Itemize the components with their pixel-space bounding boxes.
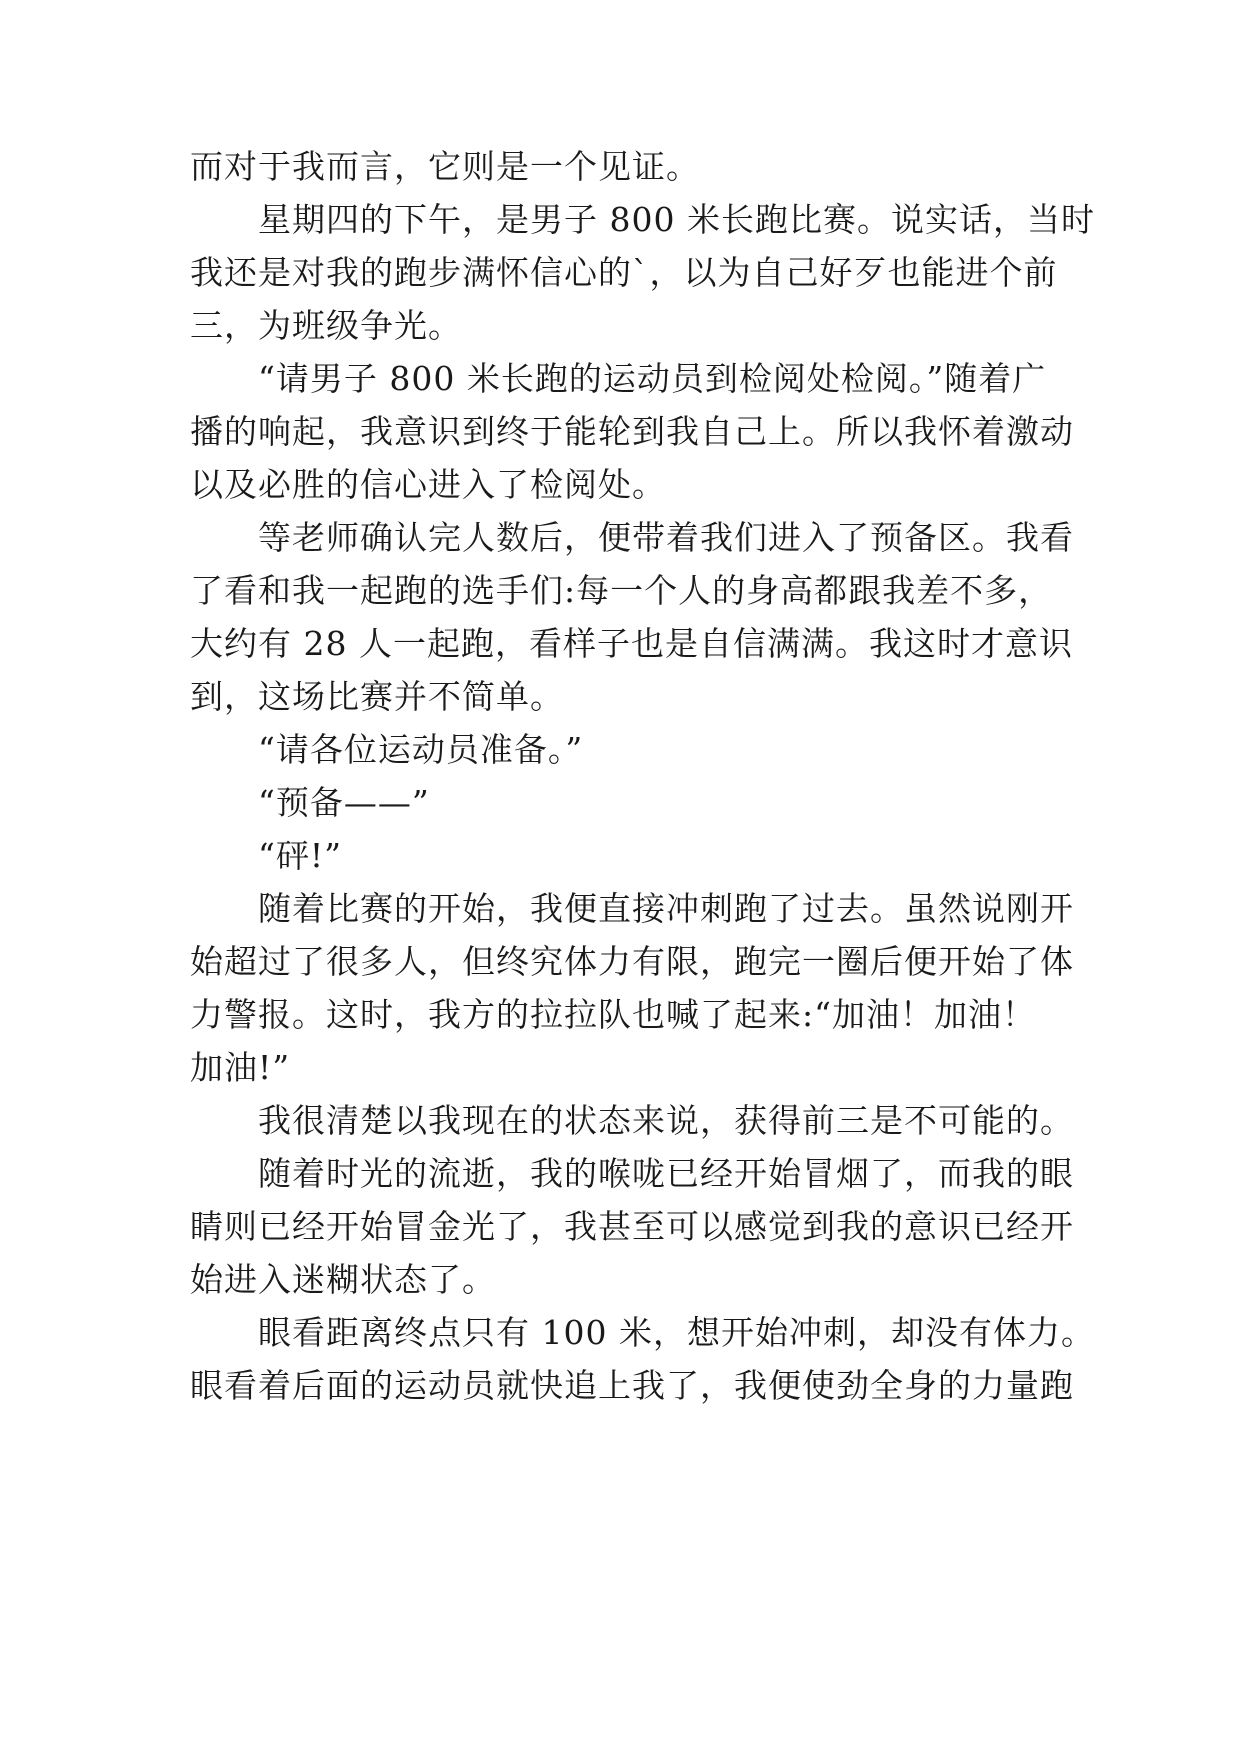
text-line: 等老师确认完人数后，便带着我们进入了预备区。我看 — [190, 518, 1074, 557]
text-line: 我很清楚以我现在的状态来说，获得前三是不可能的。 — [190, 1101, 1074, 1140]
text-line: 到，这场比赛并不简单。 — [190, 677, 564, 716]
text-line: 播的响起，我意识到终于能轮到我自己上。所以我怀着激动 — [190, 412, 1074, 451]
text-line: “请男子 800 米长跑的运动员到检阅处检阅。”随着广 — [190, 359, 1047, 398]
text-line: “砰!” — [190, 836, 343, 875]
text-line: 三，为班级争光。 — [190, 306, 462, 345]
text-line: 随着比赛的开始，我便直接冲刺跑了过去。虽然说刚开 — [190, 889, 1074, 928]
text-line: 随着时光的流逝，我的喉咙已经开始冒烟了，而我的眼 — [190, 1154, 1074, 1193]
text-line: 星期四的下午，是男子 800 米长跑比赛。说实话，当时 — [190, 200, 1095, 239]
text-line: 眼看距离终点只有 100 米，想开始冲刺，却没有体力。 — [190, 1313, 1095, 1352]
text-line: 大约有 28 人一起跑，看样子也是自信满满。我这时才意识 — [190, 624, 1073, 663]
text-line: 睛则已经开始冒金光了，我甚至可以感觉到我的意识已经开 — [190, 1207, 1074, 1246]
text-line: 我还是对我的跑步满怀信心的`，以为自己好歹也能进个前 — [190, 253, 1058, 292]
text-line: 力警报。这时，我方的拉拉队也喊了起来:“加油！加油！ — [190, 995, 1036, 1034]
text-line: 而对于我而言，它则是一个见证。 — [190, 147, 700, 186]
text-line: 始超过了很多人，但终究体力有限，跑完一圈后便开始了体 — [190, 942, 1074, 981]
text-line: 眼看着后面的运动员就快追上我了，我便使劲全身的力量跑 — [190, 1366, 1074, 1405]
text-line: 加油!” — [190, 1048, 291, 1087]
text-line: 始进入迷糊状态了。 — [190, 1260, 496, 1299]
text-line: 了看和我一起跑的选手们:每一个人的身高都跟我差不多， — [190, 571, 1053, 610]
text-line: “请各位运动员准备。” — [190, 730, 584, 769]
text-line: 以及必胜的信心进入了检阅处。 — [190, 465, 666, 504]
text-line: “预备——” — [190, 783, 430, 822]
